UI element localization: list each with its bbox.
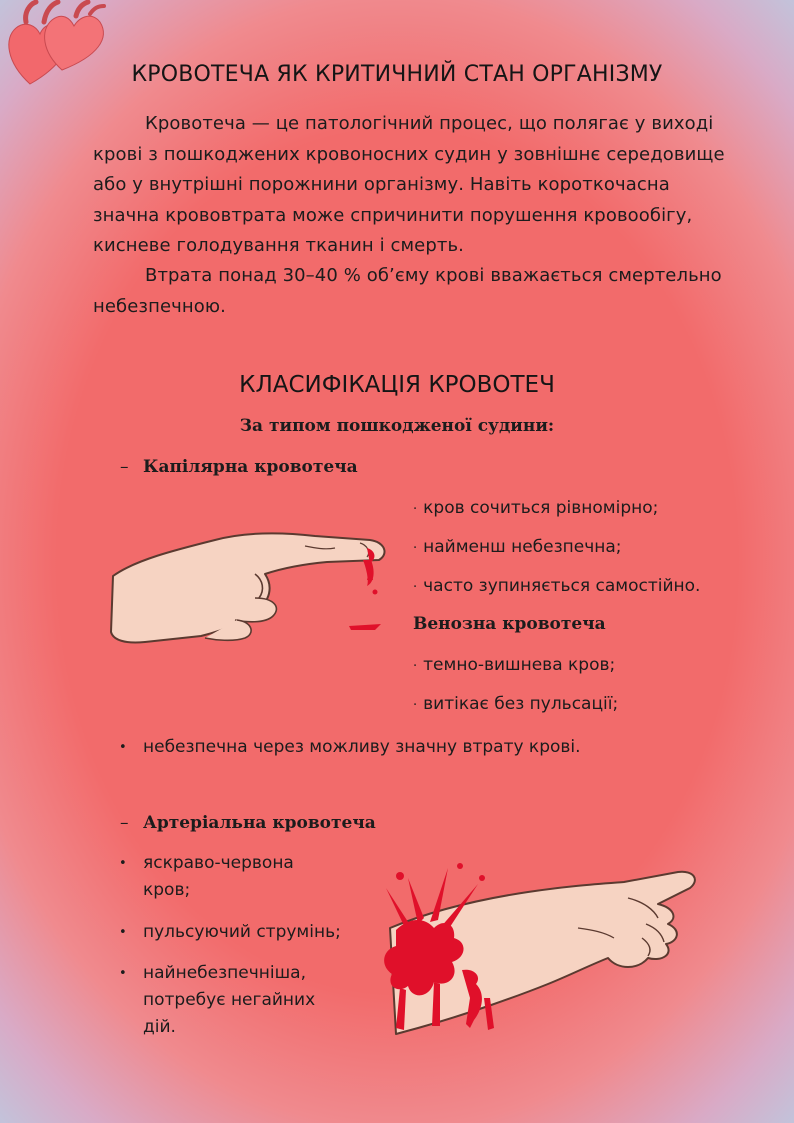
capillary-heading [120, 457, 358, 477]
arterial-heading [120, 813, 376, 833]
bullet-marker: • [119, 856, 127, 871]
arterial-bullet-2 [119, 919, 341, 946]
bullet-text: витікає без пульсації; [423, 694, 619, 714]
bullet-marker: · [413, 541, 418, 556]
bullet-text: кров сочиться рівномірно; [423, 498, 659, 518]
intro-paragraph-1: Кровотеча — це патологічний процес, що полягає у виході крові з пошкоджених кровоносних судин у зовнішнє середовище або у внутрішні порожнини організму. Навіть короткочасна значна крововтрата може спричинити порушення кровообігу, кисневе голодування тканин і смерть. [93, 113, 725, 256]
bullet-line: дій. [143, 1017, 176, 1037]
bullet-marker: • [119, 925, 127, 940]
capillary-bullet-2 [413, 537, 622, 557]
capillary-bullet-1 [413, 498, 658, 518]
capillary-bullet-3 [413, 576, 700, 596]
bleeding-finger-icon [105, 510, 405, 660]
dash-marker: – [120, 813, 129, 833]
bullet-line: яскраво-червона [143, 853, 294, 873]
bullet-text: часто зупиняється самостійно. [423, 576, 701, 596]
bullet-marker: • [119, 966, 127, 981]
bullet-text: небезпечна через можливу значну втрату крові. [143, 737, 581, 757]
venous-bullet-1 [413, 655, 615, 675]
arterial-title: Артеріальна кровотеча [143, 813, 376, 833]
venous-bullet-3 [119, 734, 581, 761]
bullet-marker: · [413, 698, 418, 713]
venous-title: Венозна кровотеча [413, 614, 606, 634]
bullet-marker: · [413, 502, 418, 517]
arterial-bullet-3 [119, 960, 316, 1041]
bullet-line: потребує негайних [143, 990, 316, 1010]
capillary-title: Капілярна кровотеча [143, 457, 358, 477]
bullet-marker: · [413, 659, 418, 674]
bullet-marker: • [119, 740, 127, 755]
bullet-marker: · [413, 580, 418, 595]
venous-bullet-2 [413, 694, 618, 714]
bullet-line: пульсуючий струмінь; [143, 922, 341, 942]
section-subheading: За типом пошкодженої судини: [239, 416, 555, 436]
bullet-text: найменш небезпечна; [423, 537, 622, 557]
bullet-line: кров; [143, 880, 191, 900]
bleeding-wrist-icon [378, 858, 718, 1058]
section-heading: КЛАСИФІКАЦІЯ КРОВОТЕЧ [239, 372, 555, 398]
bullet-text: темно-вишнева кров; [423, 655, 616, 675]
dash-marker: – [120, 457, 129, 477]
page-title: КРОВОТЕЧА ЯК КРИТИЧНИЙ СТАН ОРГАНІЗМУ [131, 62, 663, 87]
arterial-bullet-1 [119, 850, 294, 904]
intro-paragraph-2: Втрата понад 30–40 % об’єму крові вважається смертельно небезпечною. [93, 265, 722, 317]
bullet-line: найнебезпечніша, [143, 963, 306, 983]
